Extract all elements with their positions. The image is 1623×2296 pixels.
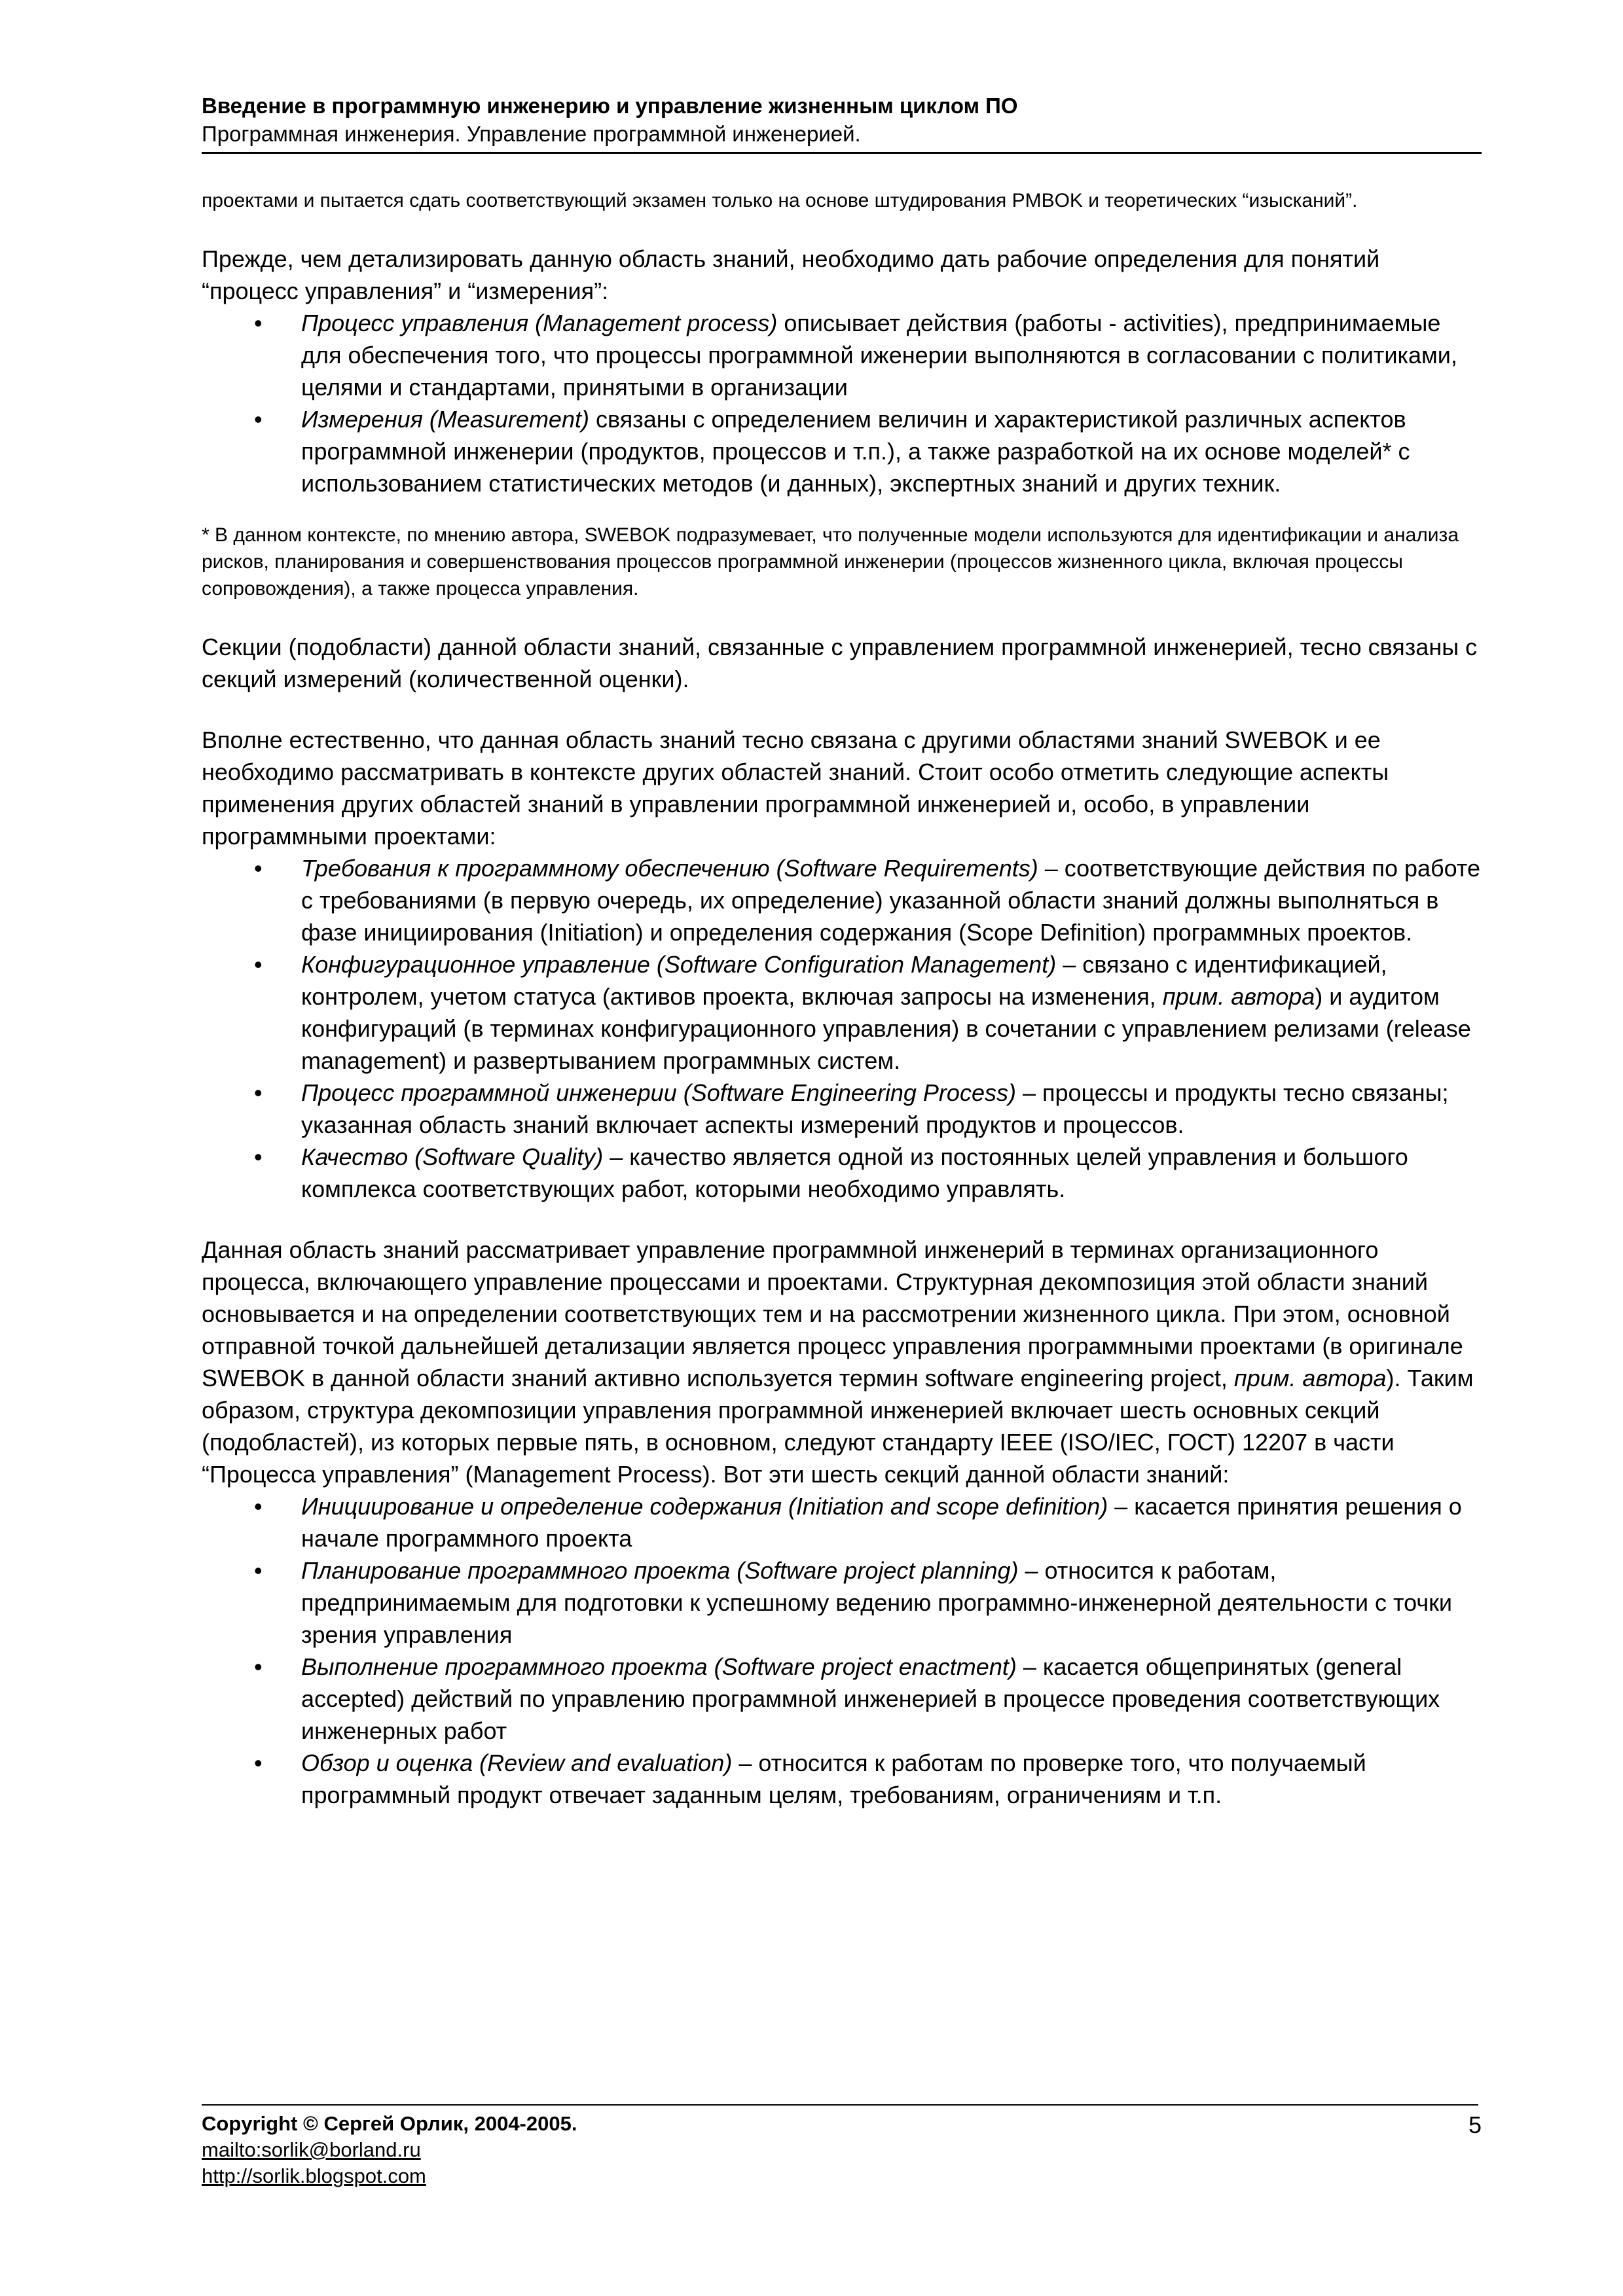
definitions-list [202, 307, 1482, 499]
list-item-term: Качество (Software Quality) [301, 1143, 604, 1170]
page-body [202, 187, 1482, 1811]
list-item-term: Конфигурационное управление (Software Configuration Management) [301, 951, 1057, 978]
paragraph-sections: Секции (подобласти) данной области знаний, связанные с управлением программной инженерией, тесно связаны с секций измерений (количественной оценки). [202, 634, 1478, 692]
list-item [202, 852, 1482, 948]
bullet: • [254, 1557, 263, 1584]
header-title: Введение в программную инженерию и управление жизненным циклом ПО [202, 94, 1018, 118]
bullet: • [254, 855, 263, 882]
list-item-text: описывает действия (работы - activities), предпринимаемые для обеспечения того, что процессы программной иженерии выполняются в согласовании с политиками, целями и стандартами, принятыми в организации [301, 310, 1457, 401]
list-item-term: Требования к программному обеспечению (Software Requirements) [301, 855, 1038, 882]
paragraph-definitions: Прежде, чем детализировать данную область знаний, необходимо дать рабочие определения для понятий “процесс управления” и “измерения”: [202, 245, 1380, 304]
page-footer [202, 2104, 1482, 2189]
list-item-term: Инициирование и определение содержания (Initiation and scope definition) [301, 1493, 1108, 1520]
footnote: * В данном контексте, по мнению автора, SWEBOK подразумевает, что полученные модели используются для идентификации и анализа рисков, планирования и совершенствования процессов программной инженерии (процессов жизненного цикла, включая процессы сопровождения), а также процесса управления. [202, 524, 1459, 600]
page-header [202, 92, 1482, 154]
bullet: • [254, 1143, 263, 1170]
list-item [202, 1554, 1482, 1651]
list-item-text: – относится к работам, предпринимаемым для подготовки к успешному ведению программно-инженерной деятельности с точки зрения управления [301, 1557, 1452, 1648]
list-item [202, 1077, 1482, 1141]
paragraph-text: ). Таким образом, структура декомпозиции управления программной инженерией включает шесть основных секций (подобластей), из которых первые пять, в основном, следуют стандарту IEEE (ISO/IEC, ГОСТ) 12207 в части “Процесса управления” (Management Process). Вот эти шесть секций данной области знаний: [202, 1365, 1474, 1488]
list-item [202, 403, 1482, 499]
bullet: • [254, 310, 263, 336]
list-item [202, 1490, 1482, 1554]
list-item-text: – процессы и продукты тесно связаны; указанная область знаний включает аспекты измерений продуктов и процессов. [301, 1079, 1449, 1138]
list-item [202, 1747, 1482, 1811]
bullet: • [254, 951, 263, 978]
bullet: • [254, 1493, 263, 1520]
footer-blog-link[interactable]: http://sorlik.blogspot.com [202, 2164, 426, 2187]
paragraph-decomposition [202, 1234, 1482, 1490]
bullet: • [254, 1653, 263, 1680]
list-item-term: Процесс управления (Management process) [301, 310, 778, 336]
list-item-term: Выполнение программного проекта (Software project enactment) [301, 1653, 1017, 1680]
sections-list [202, 1490, 1482, 1811]
footer-divider [202, 2104, 1478, 2106]
list-item-text: – соответствующие действия по работе с требованиями (в первую очередь, их определение) указанной области знаний должны выполняться в фазе инициирования (Initiation) и определения содержания (Scope Definition) программных проектов. [301, 855, 1480, 946]
footer-email-link[interactable]: mailto:sorlik@borland.ru [202, 2138, 421, 2161]
intro-note: проектами и пытается сдать соответствующий экзамен только на основе штудирования PMBOK и теоретических “изысканий”. [202, 190, 1358, 211]
list-item [202, 1651, 1482, 1747]
list-item-term: Планирование программного проекта (Software project planning) [301, 1557, 1019, 1584]
list-item-term: Измерения (Measurement) [301, 406, 589, 433]
list-item-text: связаны с определением величин и характеристикой различных аспектов программной инженерии (продуктов, процессов и т.п.), а также разработкой на их основе моделей* с использованием статистических методов (и данных), экспертных знаний и других техник. [301, 406, 1410, 497]
paragraph-text: Данная область знаний рассматривает управление программной инженерий в терминах организационного процесса, включающего управление процессами и проектами. Структурная декомпозиция этой области знаний основывается и на определении соответствующих тем и на рассмотрении жизненного цикла. При этом, основной отправной точкой дальнейшей детализации является процесс управления программными проектами (в оригинале SWEBOK в данной области знаний активно используется термин software engineering project, [202, 1236, 1463, 1391]
bullet: • [254, 406, 263, 433]
list-item-text: ) и аудитом конфигураций (в терминах конфигурационного управления) в сочетании с управлением релизами (release management) и развертыванием программных систем. [301, 983, 1471, 1074]
list-item-text: – связано с идентификацией, контролем, учетом статуса (активов проекта, включая запросы на изменения, [301, 951, 1387, 1010]
paragraph-related-areas: Вполне естественно, что данная область знаний тесно связана с другими областями знаний SWEBOK и ее необходимо рассматривать в контексте других областей знаний. Стоит особо отметить следующие аспекты применения других областей знаний в управлении программной инженерией и, особо, в управлении программными проектами: [202, 726, 1389, 850]
list-item-term: Обзор и оценка (Review and evaluation) [301, 1749, 733, 1776]
author-note: прим. автора [1233, 1365, 1387, 1391]
page-number: 5 [1468, 2111, 1482, 2138]
bullet: • [254, 1079, 263, 1106]
related-areas-list [202, 852, 1482, 1205]
list-item-text: – относится к работам по проверке того, что получаемый программный продукт отвечает заданным целям, требованиям, ограничениям и т.п. [301, 1749, 1366, 1808]
list-item-text: – касается общепринятых (general accepted) действий по управлению программной инженерией в процессе проведения соответствующих инженерных работ [301, 1653, 1440, 1744]
list-item [202, 1141, 1482, 1205]
list-item [202, 948, 1482, 1077]
list-item-text: – качество является одной из постоянных целей управления и большого комплекса соответствующих работ, которыми необходимо управлять. [301, 1143, 1408, 1202]
list-item [202, 307, 1482, 403]
footer-copyright: Copyright © Сергей Орлик, 2004-2005. [202, 2112, 577, 2135]
document-page [202, 0, 1482, 2296]
author-note: прим. автора [1162, 983, 1315, 1010]
header-subtitle: Программная инженерия. Управление программной инженерией. [202, 122, 861, 146]
list-item-term: Процесс программной инженерии (Software Engineering Process) [301, 1079, 1016, 1106]
bullet: • [254, 1749, 263, 1776]
list-item-text: – касается принятия решения о начале программного проекта [301, 1493, 1462, 1552]
